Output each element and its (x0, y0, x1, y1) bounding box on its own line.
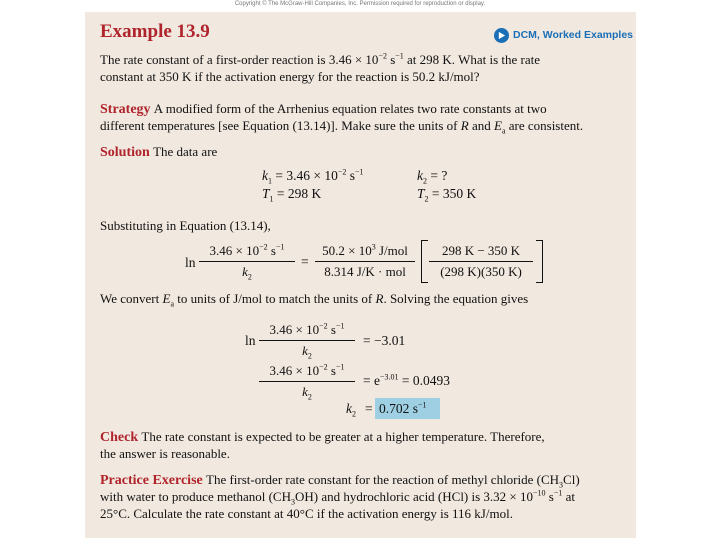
k2-unknown: $k_2$ = ? (417, 168, 448, 186)
problem-line-2: constant at 350 K if the activation energy for the reaction is 50.2 kJ/mol? (100, 69, 480, 84)
practice-line-1: Practice Exercise The first-order rate constant for the reaction of methyl chloride $(CH_3Cl)$ (100, 472, 580, 490)
eq2-ln: ln (245, 333, 256, 348)
eq3-result: = $e^{-3.01} = 0.0493$ (363, 372, 450, 388)
eq1-left-bracket (421, 240, 428, 283)
check-line-2: the answer is reasonable. (100, 446, 230, 461)
eq1-numerator-right: 298 K − 350 K (441, 243, 521, 258)
check-line-1: Check The rate constant is expected to be greater at a higher temperature. Therefore, (100, 429, 545, 445)
solution-label: Solution (100, 145, 150, 160)
dcm-worked-examples-link[interactable] (494, 26, 633, 44)
solution-line: Solution The data are (100, 144, 218, 160)
eq1-ln: ln (185, 255, 196, 270)
practice-line-2: with water to produce methanol $(CH_3OH)$ and hydrochloric acid (HCl) is $3.32 \times 10^{-10}$ $s^{-1}$ at (100, 488, 575, 507)
t1-value: $T_1 = 298$ K (262, 186, 322, 204)
final-answer: 0.702 $s^{-1}$ (379, 400, 427, 416)
eq1-fraction-bar-right (429, 261, 533, 262)
eq1-right-bracket (536, 240, 543, 283)
strategy-line-2: different temperatures [see Equation (13.14)]. Make sure the units of R and $E_a$ are consistent. (100, 118, 584, 136)
eq4-lhs: $k_2$ (346, 401, 356, 419)
problem-line-1: The rate constant of a first-order reaction is $3.46 \times 10^{-2}$ $s^{-1}$ at 298 K. What is the rate (100, 51, 541, 67)
eq2-fraction-bar (259, 340, 355, 341)
eq4-equals: = (365, 401, 373, 416)
practice-line-3: 25°C. Calculate the rate constant at 40°C if the activation energy is 116 kJ/mol. (100, 506, 513, 521)
eq3-fraction-bar (259, 381, 355, 382)
dcm-label: DCM, Worked Examples (513, 29, 634, 41)
page-title: Example 13.9 (100, 21, 210, 42)
eq3-denominator: $k_2$ (302, 384, 312, 402)
eq2-numerator: $3.46 \times 10^{-2}$ $s^{-1}$ (269, 321, 345, 337)
k1-value: $k_1 = 3.46 \times 10^{-2}$ $s^{-1}$ (262, 167, 364, 186)
strategy-line-1: Strategy A modified form of the Arrhenius equation relates two rate constants at two (100, 101, 547, 117)
eq1-denominator-left: $k_2$ (242, 264, 252, 282)
eq1-denominator-right: (298 K)(350 K) (440, 264, 522, 279)
eq2-denominator: $k_2$ (302, 343, 312, 361)
eq1-fraction-bar-mid (315, 261, 415, 262)
eq1-numerator-mid: $50.2 \times 10^3$ J/mol (322, 242, 408, 258)
eq1-equals: = (301, 254, 309, 269)
substituting-line: Substituting in Equation (13.14), (100, 218, 271, 233)
practice-label: Practice Exercise (100, 473, 203, 488)
eq3-numerator: $3.46 \times 10^{-2}$ $s^{-1}$ (269, 362, 345, 378)
eq1-fraction-bar-left (199, 261, 295, 262)
play-circle-icon (494, 28, 509, 43)
t2-value: $T_2 = 350$ K (417, 186, 477, 204)
eq1-denominator-mid: 8.314 J/K · mol (324, 264, 406, 279)
eq2-result: = −3.01 (363, 333, 406, 348)
worked-example-page (85, 12, 636, 538)
check-label: Check (100, 430, 139, 445)
eq1-numerator-left: $3.46 \times 10^{-2}$ $s^{-1}$ (209, 242, 285, 258)
convert-line: We convert $E_a$ to units of J/mol to match the units of R. Solving the equation gives (100, 291, 529, 309)
strategy-label: Strategy (100, 102, 151, 117)
copyright-notice: Copyright © The McGraw-Hill Companies, Inc. Permission required for reproduction or display. (234, 1, 486, 7)
